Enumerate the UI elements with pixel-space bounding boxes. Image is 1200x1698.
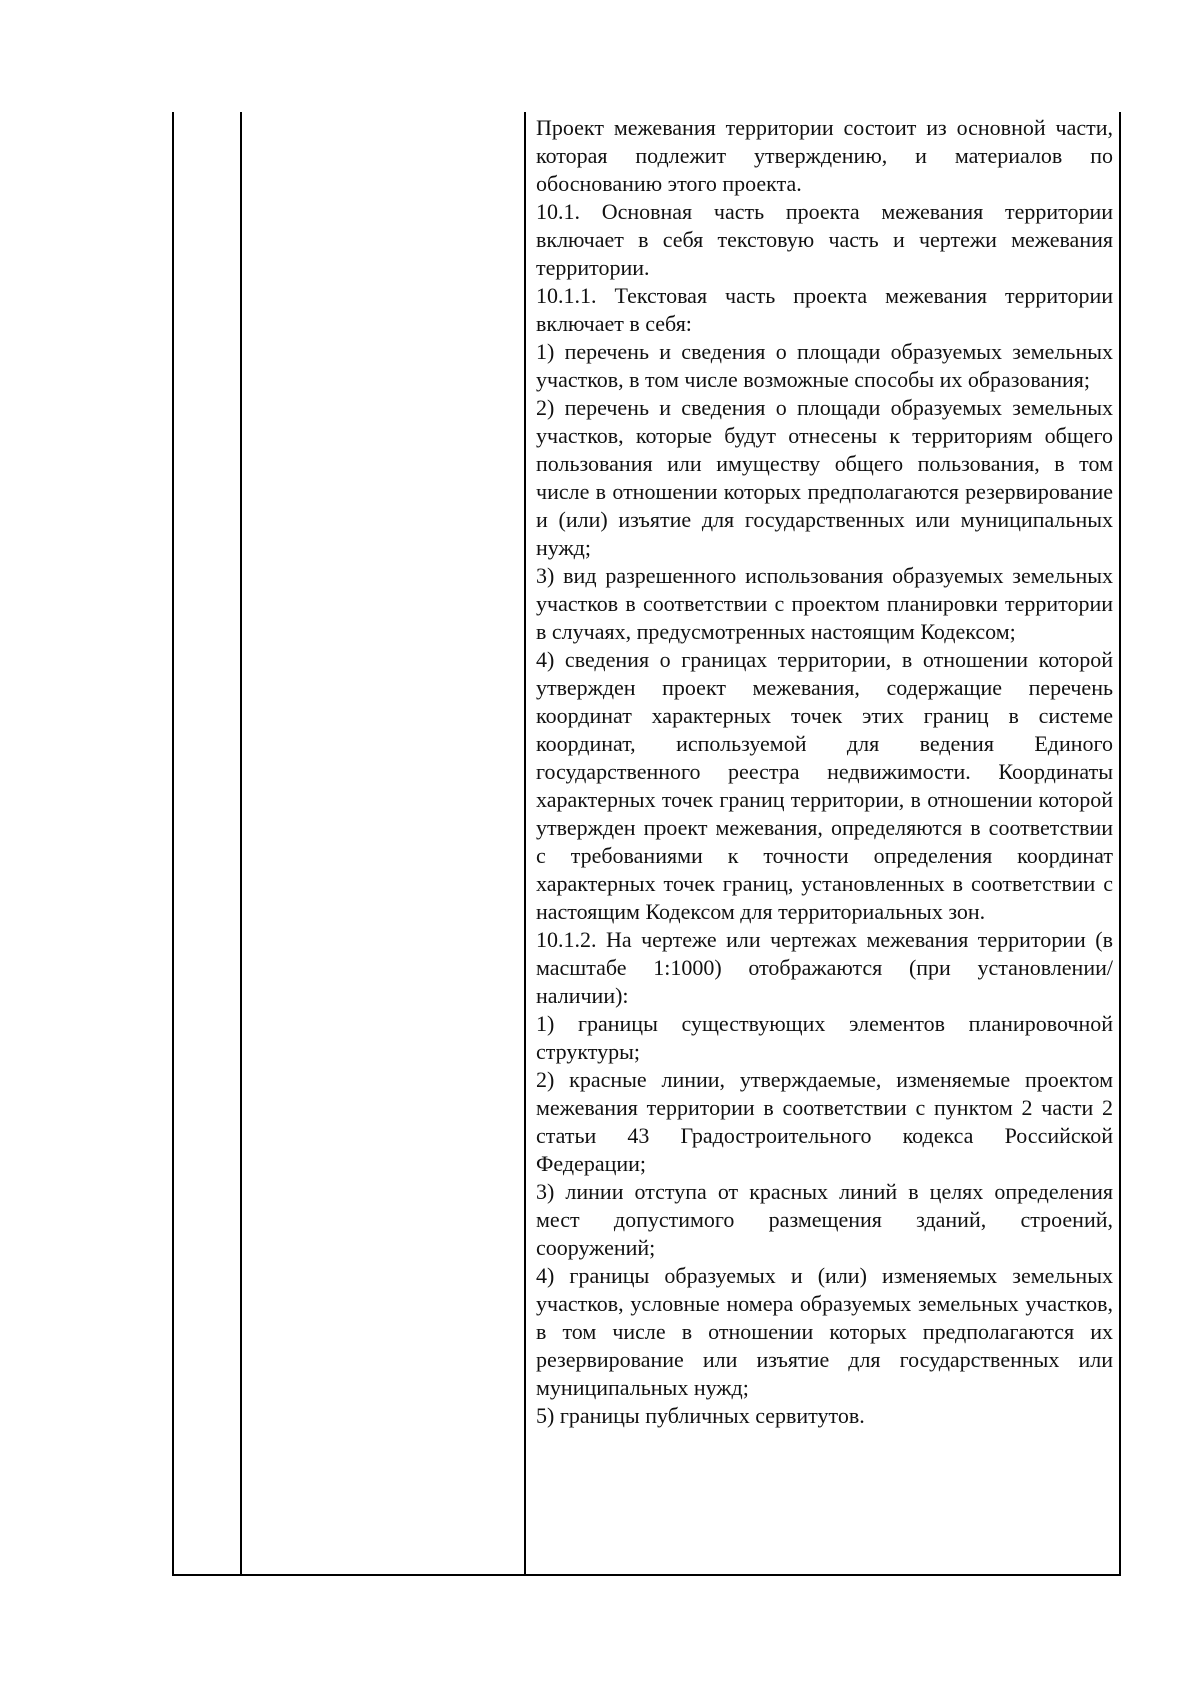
table-border-left bbox=[172, 112, 174, 1576]
list-item-1: 1) перечень и сведения о площади образуемых земельных участков, в том числе возможные способы их образования; bbox=[536, 339, 1113, 392]
drawing-item-1: 1) границы существующих элементов планировочной структуры; bbox=[536, 1011, 1113, 1064]
table-cell-content bbox=[536, 114, 1113, 1430]
paragraph-10-1: 10.1. Основная часть проекта межевания территории включает в себя текстовую часть и чертежи межевания территории. bbox=[536, 199, 1113, 280]
table-border-right bbox=[1119, 112, 1121, 1576]
table-column-divider-1 bbox=[240, 112, 242, 1576]
paragraph-10-1-2: 10.1.2. На чертеже или чертежах межевания территории (в масштабе 1:1000) отображаются (при установлении/наличии): bbox=[536, 927, 1113, 1008]
list-item-3: 3) вид разрешенного использования образуемых земельных участков в соответствии с проектом планировки территории в случаях, предусмотренных настоящим Кодексом; bbox=[536, 563, 1113, 644]
drawing-item-5: 5) границы публичных сервитутов. bbox=[536, 1403, 865, 1428]
drawing-item-4: 4) границы образуемых и (или) изменяемых земельных участков, условные номера образуемых земельных участков, в том числе в отношении которых предполагаются их резервирование или изъятие для государственных или муниципальных нужд; bbox=[536, 1263, 1113, 1400]
drawing-item-2: 2) красные линии, утверждаемые, изменяемые проектом межевания территории в соответствии с пунктом 2 части 2 статьи 43 Градостроительного кодекса Российской Федерации; bbox=[536, 1067, 1113, 1176]
table-column-divider-2 bbox=[524, 112, 526, 1576]
list-item-2: 2) перечень и сведения о площади образуемых земельных участков, которые будут отнесены к территориям общего пользования или имуществу общего пользования, в том числе в отношении которых предполагаются резервирование и (или) изъятие для государственных или муниципальных нужд; bbox=[536, 395, 1113, 560]
table-fragment bbox=[172, 112, 1121, 1576]
drawing-item-3: 3) линии отступа от красных линий в целях определения мест допустимого размещения зданий, строений, сооружений; bbox=[536, 1179, 1113, 1260]
paragraph-intro: Проект межевания территории состоит из основной части, которая подлежит утверждению, и материалов по обоснованию этого проекта. bbox=[536, 115, 1113, 196]
list-item-4: 4) сведения о границах территории, в отношении которой утвержден проект межевания, содержащие перечень координат характерных точек этих границ в системе координат, используемой для ведения Единого государственного реестра недвижимости. Координаты характерных точек границ территории, в отношении которой утвержден проект межевания, определяются в соответствии с требованиями к точности определения координат характерных точек границ, установленных в соответствии с настоящим Кодексом для территориальных зон. bbox=[536, 647, 1113, 924]
paragraph-10-1-1: 10.1.1. Текстовая часть проекта межевания территории включает в себя: bbox=[536, 283, 1113, 336]
